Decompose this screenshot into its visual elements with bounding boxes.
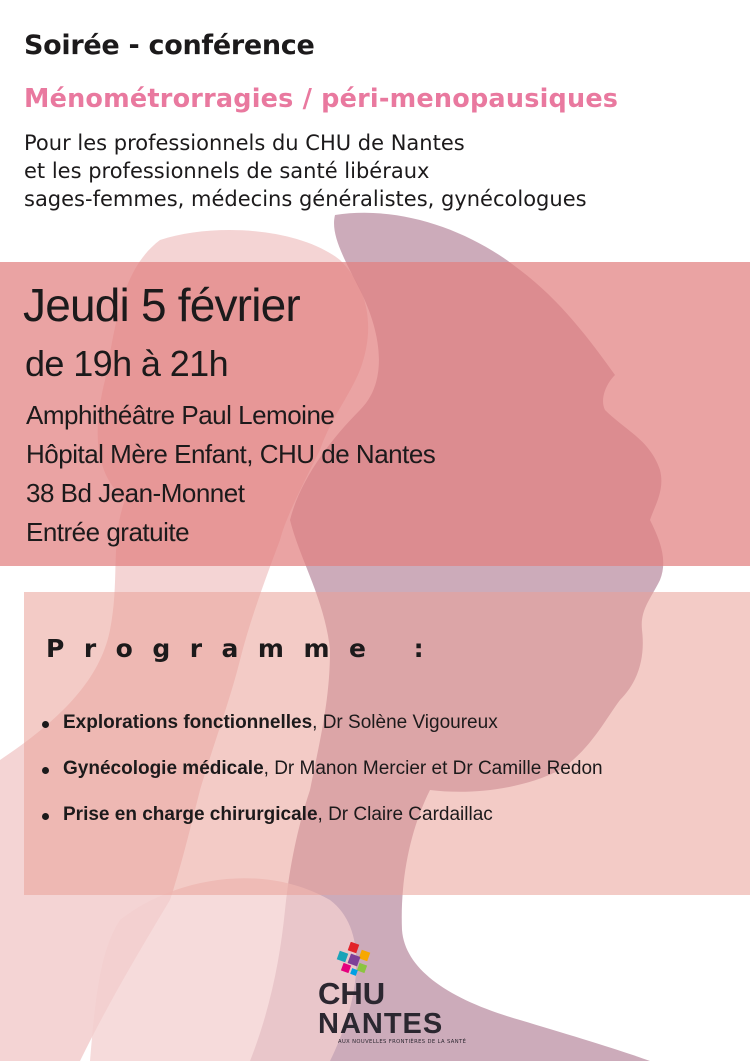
- programme-topic: Gynécologie médicale: [63, 758, 264, 779]
- page-subtitle: Ménométrorragies / péri-menopausiques: [24, 84, 619, 114]
- event-time: de 19h à 21h: [25, 343, 228, 384]
- event-venue: [26, 396, 435, 552]
- programme-speakers: , Dr Solène Vigoureux: [312, 712, 498, 733]
- audience-block: [24, 129, 587, 213]
- venue-line: Entrée gratuite: [26, 517, 190, 547]
- programme-topic: Explorations fonctionnelles: [63, 712, 313, 733]
- chu-nantes-logo: [318, 942, 470, 1046]
- bullet-icon: [42, 767, 49, 774]
- venue-line: Amphithéâtre Paul Lemoine: [26, 400, 335, 430]
- programme-speakers: , Dr Manon Mercier et Dr Camille Redon: [263, 758, 603, 779]
- bullet-icon: [42, 813, 49, 820]
- event-date: Jeudi 5 février: [23, 279, 300, 331]
- bullet-icon: [42, 721, 49, 728]
- programme-item: [42, 700, 603, 746]
- audience-line: Pour les professionnels du CHU de Nantes: [24, 131, 465, 155]
- chu-star-icon: [334, 942, 374, 978]
- logo-tagline: AUX NOUVELLES FRONTIÈRES DE LA SANTÉ: [338, 1039, 467, 1045]
- programme-item: [42, 792, 603, 838]
- programme-speakers: , Dr Claire Cardaillac: [317, 804, 493, 825]
- logo-chu-text: CHU: [318, 976, 386, 1011]
- programme-list: [42, 700, 603, 838]
- audience-line: et les professionnels de santé libéraux: [24, 159, 430, 183]
- programme-title: Programme :: [46, 634, 444, 663]
- page-title: Soirée - conférence: [24, 30, 315, 61]
- venue-line: Hôpital Mère Enfant, CHU de Nantes: [26, 439, 436, 469]
- venue-line: 38 Bd Jean-Monnet: [26, 478, 245, 508]
- logo-nantes-text: NANTES: [318, 1008, 444, 1040]
- programme-item: [42, 746, 603, 792]
- audience-line: sages-femmes, médecins généralistes, gynécologues: [24, 187, 587, 211]
- programme-topic: Prise en charge chirurgicale: [63, 804, 318, 825]
